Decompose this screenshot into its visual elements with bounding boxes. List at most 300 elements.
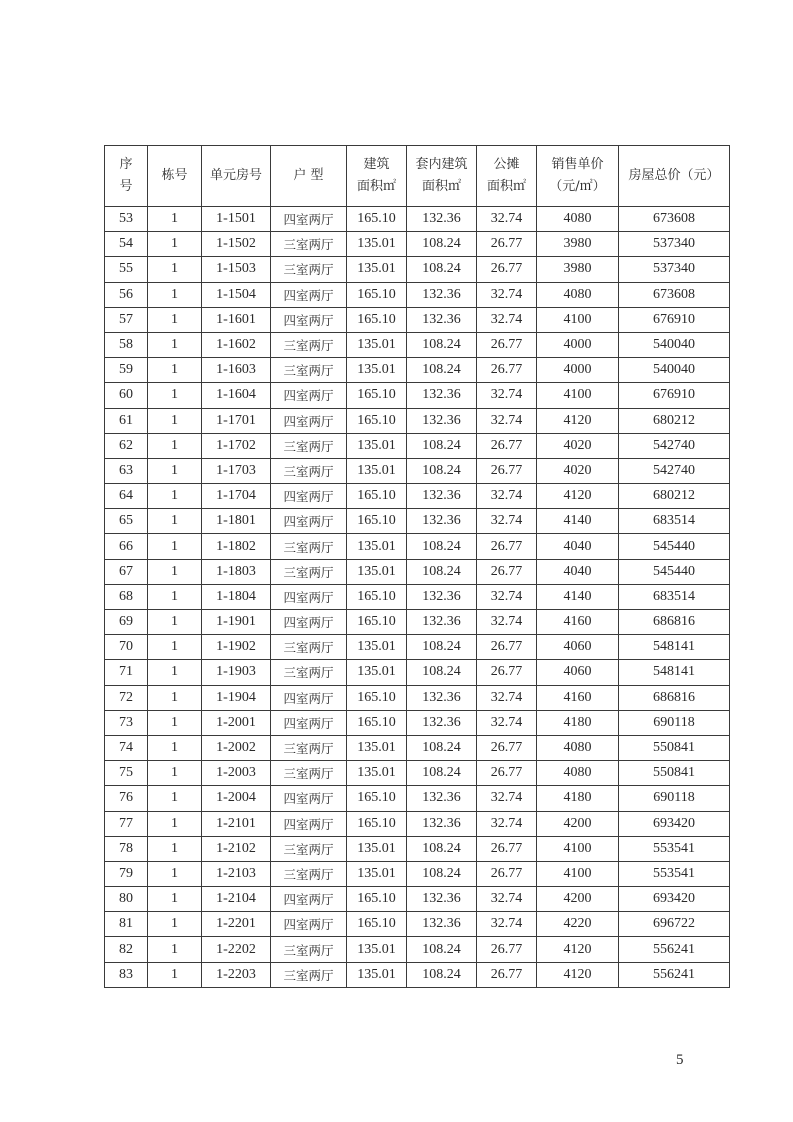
cell-net-area: 108.24	[407, 433, 477, 458]
cell-shared-area: 26.77	[477, 861, 537, 886]
table-row	[105, 962, 730, 987]
header-building	[148, 146, 202, 207]
cell-total-price: 540040	[619, 332, 730, 357]
cell-unit: 1-1703	[202, 458, 271, 483]
cell-building: 1	[148, 610, 202, 635]
cell-layout: 三室两厅	[271, 861, 347, 886]
cell-net-area: 108.24	[407, 559, 477, 584]
cell-building: 1	[148, 761, 202, 786]
cell-unit-price: 4220	[537, 912, 619, 937]
header-unit-line: 单元房号	[209, 168, 262, 183]
table-row	[105, 307, 730, 332]
cell-shared-area: 32.74	[477, 307, 537, 332]
cell-shared-area: 32.74	[477, 408, 537, 433]
cell-layout: 三室两厅	[271, 232, 347, 257]
table-row	[105, 534, 730, 559]
cell-unit-price: 4020	[537, 458, 619, 483]
cell-unit-price: 4160	[537, 685, 619, 710]
cell-gross-area: 135.01	[347, 257, 407, 282]
cell-unit: 1-1802	[202, 534, 271, 559]
header-unit-price-line: 销售单价	[551, 157, 604, 172]
header-unit-price	[537, 146, 619, 207]
cell-building: 1	[148, 887, 202, 912]
cell-gross-area: 135.01	[347, 534, 407, 559]
cell-net-area: 132.36	[407, 912, 477, 937]
cell-gross-area: 135.01	[347, 660, 407, 685]
table-row	[105, 408, 730, 433]
header-unit	[202, 146, 271, 207]
cell-gross-area: 135.01	[347, 761, 407, 786]
cell-shared-area: 26.77	[477, 635, 537, 660]
cell-net-area: 132.36	[407, 383, 477, 408]
cell-shared-area: 26.77	[477, 735, 537, 760]
cell-gross-area: 135.01	[347, 232, 407, 257]
cell-unit-price: 4020	[537, 433, 619, 458]
cell-gross-area: 165.10	[347, 610, 407, 635]
cell-total-price: 556241	[619, 937, 730, 962]
cell-unit: 1-1804	[202, 584, 271, 609]
cell-shared-area: 26.77	[477, 358, 537, 383]
cell-layout: 三室两厅	[271, 937, 347, 962]
table-row	[105, 887, 730, 912]
cell-net-area: 132.36	[407, 509, 477, 534]
cell-total-price: 686816	[619, 685, 730, 710]
cell-seq: 66	[105, 534, 148, 559]
cell-layout: 三室两厅	[271, 534, 347, 559]
cell-net-area: 108.24	[407, 836, 477, 861]
cell-gross-area: 165.10	[347, 509, 407, 534]
header-gross-area-line: 面积㎡	[356, 179, 396, 194]
cell-gross-area: 165.10	[347, 584, 407, 609]
cell-seq: 75	[105, 761, 148, 786]
table-row	[105, 458, 730, 483]
cell-building: 1	[148, 332, 202, 357]
cell-shared-area: 32.74	[477, 912, 537, 937]
cell-seq: 58	[105, 332, 148, 357]
cell-building: 1	[148, 509, 202, 534]
cell-shared-area: 32.74	[477, 685, 537, 710]
cell-shared-area: 32.74	[477, 786, 537, 811]
cell-unit: 1-2102	[202, 836, 271, 861]
cell-layout: 四室两厅	[271, 685, 347, 710]
cell-unit-price: 4120	[537, 937, 619, 962]
cell-gross-area: 165.10	[347, 912, 407, 937]
cell-layout: 四室两厅	[271, 282, 347, 307]
cell-seq: 69	[105, 610, 148, 635]
cell-building: 1	[148, 660, 202, 685]
header-seq-line: 序	[119, 157, 133, 172]
cell-gross-area: 135.01	[347, 937, 407, 962]
cell-unit-price: 4080	[537, 735, 619, 760]
cell-gross-area: 135.01	[347, 962, 407, 987]
cell-shared-area: 32.74	[477, 207, 537, 232]
cell-shared-area: 32.74	[477, 710, 537, 735]
cell-unit: 1-2003	[202, 761, 271, 786]
cell-seq: 76	[105, 786, 148, 811]
cell-building: 1	[148, 861, 202, 886]
cell-layout: 三室两厅	[271, 458, 347, 483]
header-layout	[271, 146, 347, 207]
cell-total-price: 556241	[619, 962, 730, 987]
table-row	[105, 207, 730, 232]
table-row	[105, 383, 730, 408]
table-row	[105, 559, 730, 584]
table-row	[105, 937, 730, 962]
header-unit-price-line: （元/㎡）	[549, 179, 606, 194]
cell-unit-price: 4160	[537, 610, 619, 635]
cell-net-area: 108.24	[407, 937, 477, 962]
cell-seq: 61	[105, 408, 148, 433]
cell-gross-area: 165.10	[347, 307, 407, 332]
table-header-row	[105, 146, 730, 207]
cell-unit-price: 4060	[537, 660, 619, 685]
cell-layout: 四室两厅	[271, 207, 347, 232]
header-gross-area-line: 建筑	[363, 157, 390, 172]
cell-gross-area: 165.10	[347, 207, 407, 232]
cell-seq: 57	[105, 307, 148, 332]
cell-shared-area: 26.77	[477, 257, 537, 282]
cell-seq: 63	[105, 458, 148, 483]
cell-total-price: 693420	[619, 811, 730, 836]
cell-layout: 三室两厅	[271, 660, 347, 685]
cell-shared-area: 32.74	[477, 887, 537, 912]
cell-total-price: 673608	[619, 282, 730, 307]
header-gross-area	[347, 146, 407, 207]
cell-net-area: 132.36	[407, 887, 477, 912]
cell-unit-price: 4100	[537, 383, 619, 408]
cell-unit: 1-1604	[202, 383, 271, 408]
cell-building: 1	[148, 433, 202, 458]
cell-seq: 82	[105, 937, 148, 962]
cell-building: 1	[148, 257, 202, 282]
cell-gross-area: 165.10	[347, 811, 407, 836]
cell-net-area: 108.24	[407, 232, 477, 257]
table-row	[105, 836, 730, 861]
cell-building: 1	[148, 584, 202, 609]
header-total-price-line: 房屋总价（元）	[628, 168, 720, 183]
table-row	[105, 610, 730, 635]
cell-building: 1	[148, 735, 202, 760]
cell-gross-area: 165.10	[347, 710, 407, 735]
cell-shared-area: 26.77	[477, 534, 537, 559]
table-row	[105, 332, 730, 357]
cell-layout: 四室两厅	[271, 786, 347, 811]
cell-unit: 1-2001	[202, 710, 271, 735]
cell-shared-area: 32.74	[477, 584, 537, 609]
cell-seq: 74	[105, 735, 148, 760]
cell-seq: 53	[105, 207, 148, 232]
table-row	[105, 257, 730, 282]
cell-gross-area: 135.01	[347, 358, 407, 383]
table-row	[105, 282, 730, 307]
cell-building: 1	[148, 685, 202, 710]
cell-unit-price: 4060	[537, 635, 619, 660]
cell-gross-area: 165.10	[347, 408, 407, 433]
header-net-area-line: 面积㎡	[421, 179, 461, 194]
cell-seq: 81	[105, 912, 148, 937]
table-row	[105, 912, 730, 937]
cell-total-price: 676910	[619, 307, 730, 332]
cell-seq: 56	[105, 282, 148, 307]
cell-net-area: 132.36	[407, 207, 477, 232]
cell-gross-area: 165.10	[347, 685, 407, 710]
cell-net-area: 108.24	[407, 458, 477, 483]
cell-seq: 71	[105, 660, 148, 685]
cell-net-area: 108.24	[407, 257, 477, 282]
cell-net-area: 132.36	[407, 811, 477, 836]
cell-unit-price: 4000	[537, 358, 619, 383]
cell-total-price: 690118	[619, 786, 730, 811]
table-body	[105, 207, 730, 988]
cell-unit-price: 4120	[537, 484, 619, 509]
cell-shared-area: 26.77	[477, 761, 537, 786]
cell-layout: 四室两厅	[271, 887, 347, 912]
header-building-line: 栋号	[161, 168, 188, 183]
cell-total-price: 542740	[619, 433, 730, 458]
cell-gross-area: 165.10	[347, 786, 407, 811]
cell-gross-area: 135.01	[347, 433, 407, 458]
table-row	[105, 509, 730, 534]
header-seq-line: 号	[119, 179, 133, 194]
cell-unit-price: 4000	[537, 332, 619, 357]
cell-unit: 1-2104	[202, 887, 271, 912]
cell-seq: 67	[105, 559, 148, 584]
cell-building: 1	[148, 232, 202, 257]
table-row	[105, 433, 730, 458]
cell-net-area: 108.24	[407, 358, 477, 383]
cell-net-area: 132.36	[407, 408, 477, 433]
table-row	[105, 358, 730, 383]
table-row	[105, 861, 730, 886]
cell-unit: 1-2201	[202, 912, 271, 937]
cell-net-area: 108.24	[407, 861, 477, 886]
cell-net-area: 132.36	[407, 584, 477, 609]
cell-building: 1	[148, 962, 202, 987]
cell-net-area: 108.24	[407, 660, 477, 685]
cell-unit-price: 4080	[537, 207, 619, 232]
cell-unit-price: 4100	[537, 307, 619, 332]
cell-net-area: 108.24	[407, 332, 477, 357]
cell-total-price: 686816	[619, 610, 730, 635]
cell-seq: 62	[105, 433, 148, 458]
header-net-area-line: 套内建筑	[415, 157, 468, 172]
cell-layout: 四室两厅	[271, 383, 347, 408]
cell-shared-area: 26.77	[477, 836, 537, 861]
cell-shared-area: 26.77	[477, 433, 537, 458]
cell-unit-price: 4140	[537, 584, 619, 609]
cell-unit: 1-1702	[202, 433, 271, 458]
cell-seq: 68	[105, 584, 148, 609]
cell-unit: 1-1904	[202, 685, 271, 710]
cell-unit-price: 4200	[537, 811, 619, 836]
cell-layout: 三室两厅	[271, 358, 347, 383]
table-row	[105, 786, 730, 811]
cell-seq: 70	[105, 635, 148, 660]
cell-total-price: 550841	[619, 761, 730, 786]
cell-unit: 1-1603	[202, 358, 271, 383]
cell-net-area: 108.24	[407, 962, 477, 987]
cell-unit: 1-1602	[202, 332, 271, 357]
table-row	[105, 685, 730, 710]
cell-unit: 1-1803	[202, 559, 271, 584]
cell-total-price: 545440	[619, 559, 730, 584]
cell-seq: 83	[105, 962, 148, 987]
cell-building: 1	[148, 786, 202, 811]
cell-shared-area: 26.77	[477, 937, 537, 962]
table-row	[105, 484, 730, 509]
cell-seq: 72	[105, 685, 148, 710]
cell-unit: 1-1902	[202, 635, 271, 660]
table-row	[105, 635, 730, 660]
cell-net-area: 108.24	[407, 635, 477, 660]
cell-total-price: 673608	[619, 207, 730, 232]
cell-unit: 1-1801	[202, 509, 271, 534]
cell-layout: 三室两厅	[271, 962, 347, 987]
cell-total-price: 676910	[619, 383, 730, 408]
cell-layout: 三室两厅	[271, 761, 347, 786]
cell-gross-area: 135.01	[347, 635, 407, 660]
cell-unit-price: 4100	[537, 836, 619, 861]
cell-gross-area: 165.10	[347, 282, 407, 307]
cell-seq: 65	[105, 509, 148, 534]
cell-total-price: 680212	[619, 484, 730, 509]
cell-unit: 1-1903	[202, 660, 271, 685]
cell-unit-price: 4140	[537, 509, 619, 534]
cell-layout: 三室两厅	[271, 559, 347, 584]
cell-gross-area: 135.01	[347, 458, 407, 483]
cell-building: 1	[148, 458, 202, 483]
cell-seq: 77	[105, 811, 148, 836]
cell-shared-area: 26.77	[477, 962, 537, 987]
header-seq	[105, 146, 148, 207]
cell-shared-area: 32.74	[477, 282, 537, 307]
cell-seq: 54	[105, 232, 148, 257]
cell-net-area: 132.36	[407, 786, 477, 811]
cell-seq: 73	[105, 710, 148, 735]
header-layout-line: 户 型	[293, 168, 324, 183]
header-shared-area-line: 面积㎡	[486, 179, 526, 194]
table-row	[105, 710, 730, 735]
cell-layout: 四室两厅	[271, 584, 347, 609]
cell-unit: 1-2202	[202, 937, 271, 962]
cell-net-area: 108.24	[407, 761, 477, 786]
cell-layout: 三室两厅	[271, 332, 347, 357]
cell-gross-area: 135.01	[347, 559, 407, 584]
cell-seq: 78	[105, 836, 148, 861]
cell-layout: 四室两厅	[271, 408, 347, 433]
cell-layout: 三室两厅	[271, 635, 347, 660]
cell-unit: 1-2004	[202, 786, 271, 811]
cell-unit: 1-2002	[202, 735, 271, 760]
cell-building: 1	[148, 836, 202, 861]
header-shared-area	[477, 146, 537, 207]
cell-total-price: 545440	[619, 534, 730, 559]
cell-shared-area: 32.74	[477, 811, 537, 836]
cell-unit: 1-1503	[202, 257, 271, 282]
cell-total-price: 540040	[619, 358, 730, 383]
cell-unit-price: 4040	[537, 534, 619, 559]
cell-shared-area: 26.77	[477, 559, 537, 584]
cell-shared-area: 32.74	[477, 610, 537, 635]
cell-unit-price: 4100	[537, 861, 619, 886]
cell-total-price: 548141	[619, 660, 730, 685]
cell-unit: 1-2103	[202, 861, 271, 886]
cell-seq: 64	[105, 484, 148, 509]
cell-net-area: 132.36	[407, 610, 477, 635]
table-row	[105, 761, 730, 786]
cell-building: 1	[148, 635, 202, 660]
cell-shared-area: 32.74	[477, 484, 537, 509]
cell-total-price: 550841	[619, 735, 730, 760]
cell-layout: 三室两厅	[271, 735, 347, 760]
cell-unit: 1-1501	[202, 207, 271, 232]
cell-net-area: 132.36	[407, 685, 477, 710]
header-net-area	[407, 146, 477, 207]
cell-unit: 1-2101	[202, 811, 271, 836]
cell-seq: 80	[105, 887, 148, 912]
cell-unit: 1-1701	[202, 408, 271, 433]
cell-unit-price: 4040	[537, 559, 619, 584]
cell-layout: 三室两厅	[271, 257, 347, 282]
cell-building: 1	[148, 358, 202, 383]
cell-unit: 1-1704	[202, 484, 271, 509]
cell-net-area: 132.36	[407, 307, 477, 332]
cell-total-price: 542740	[619, 458, 730, 483]
cell-unit-price: 3980	[537, 257, 619, 282]
table-row	[105, 584, 730, 609]
cell-unit-price: 3980	[537, 232, 619, 257]
cell-gross-area: 135.01	[347, 836, 407, 861]
cell-total-price: 537340	[619, 232, 730, 257]
cell-total-price: 548141	[619, 635, 730, 660]
cell-shared-area: 26.77	[477, 458, 537, 483]
cell-layout: 四室两厅	[271, 610, 347, 635]
table-row	[105, 811, 730, 836]
cell-building: 1	[148, 937, 202, 962]
cell-gross-area: 165.10	[347, 484, 407, 509]
page-number: 5	[676, 1052, 684, 1068]
cell-seq: 55	[105, 257, 148, 282]
cell-seq: 59	[105, 358, 148, 383]
cell-seq: 79	[105, 861, 148, 886]
cell-shared-area: 32.74	[477, 383, 537, 408]
cell-unit-price: 4080	[537, 761, 619, 786]
cell-unit: 1-2203	[202, 962, 271, 987]
cell-unit-price: 4080	[537, 282, 619, 307]
cell-shared-area: 26.77	[477, 660, 537, 685]
cell-layout: 四室两厅	[271, 484, 347, 509]
cell-net-area: 132.36	[407, 282, 477, 307]
cell-total-price: 693420	[619, 887, 730, 912]
cell-shared-area: 26.77	[477, 332, 537, 357]
cell-total-price: 680212	[619, 408, 730, 433]
cell-unit: 1-1601	[202, 307, 271, 332]
cell-building: 1	[148, 307, 202, 332]
cell-total-price: 683514	[619, 584, 730, 609]
cell-building: 1	[148, 912, 202, 937]
cell-unit-price: 4200	[537, 887, 619, 912]
cell-total-price: 683514	[619, 509, 730, 534]
cell-shared-area: 32.74	[477, 509, 537, 534]
cell-net-area: 108.24	[407, 534, 477, 559]
cell-total-price: 537340	[619, 257, 730, 282]
cell-unit-price: 4180	[537, 786, 619, 811]
cell-unit: 1-1901	[202, 610, 271, 635]
cell-total-price: 696722	[619, 912, 730, 937]
cell-building: 1	[148, 408, 202, 433]
cell-layout: 四室两厅	[271, 509, 347, 534]
cell-total-price: 690118	[619, 710, 730, 735]
